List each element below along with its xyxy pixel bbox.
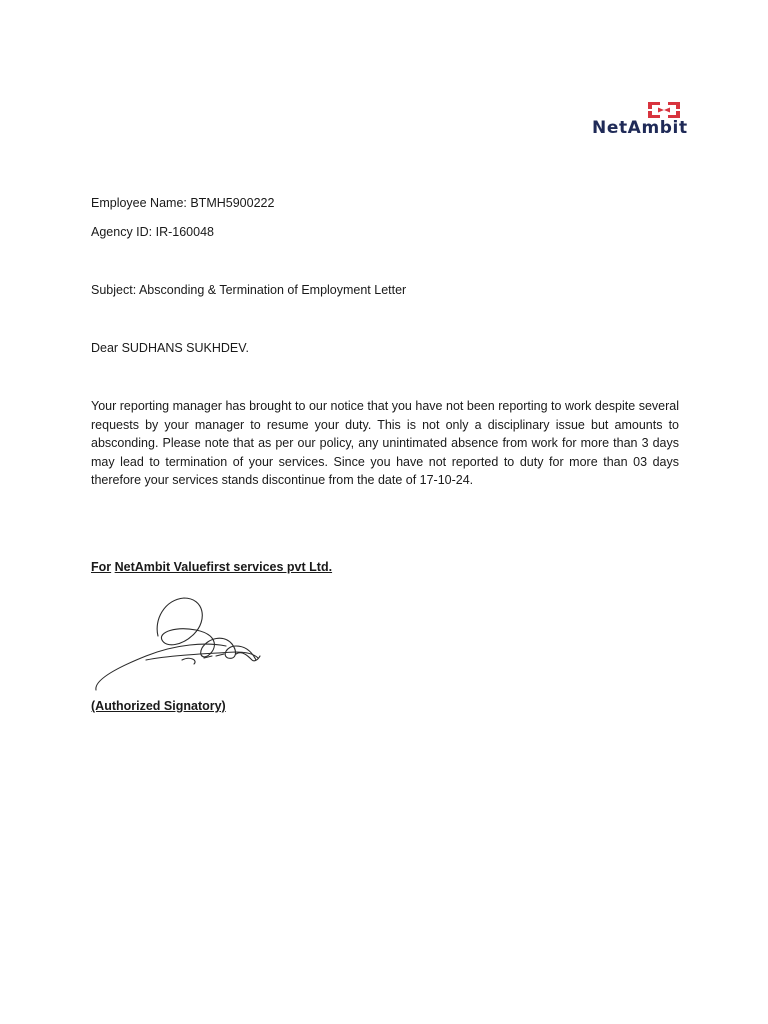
letter-body: Your reporting manager has brought to our notice that you have not been reporting to work despite several requests by your manager to resume your duty. This is not only a disciplinary issue but amounts to absconding. Please note that as per our policy, any unintimated absence from work for more than 3 days may lead to termination of your services. Since you have not reported to duty for more than 03 days therefore your services stands discontinue from the date of 17-10-24. (91, 399, 679, 487)
company-name: NetAmbit Valuefirst services pvt Ltd. (114, 560, 333, 574)
netambit-logo-mark-icon (646, 100, 682, 120)
company-signoff (91, 560, 332, 574)
netambit-logo (590, 96, 742, 144)
logo-wordmark: NetAmbit (592, 118, 688, 138)
agency-id: Agency ID: IR-160048 (91, 225, 214, 239)
handwritten-signature-icon (86, 590, 286, 698)
salutation: Dear SUDHANS SUKHDEV. (91, 341, 249, 355)
authorized-signatory: (Authorized Signatory) (91, 699, 226, 713)
employee-name: Employee Name: BTMH5900222 (91, 196, 275, 210)
subject-line: Subject: Absconding & Termination of Employment Letter (91, 283, 407, 297)
for-prefix: For (91, 560, 112, 574)
